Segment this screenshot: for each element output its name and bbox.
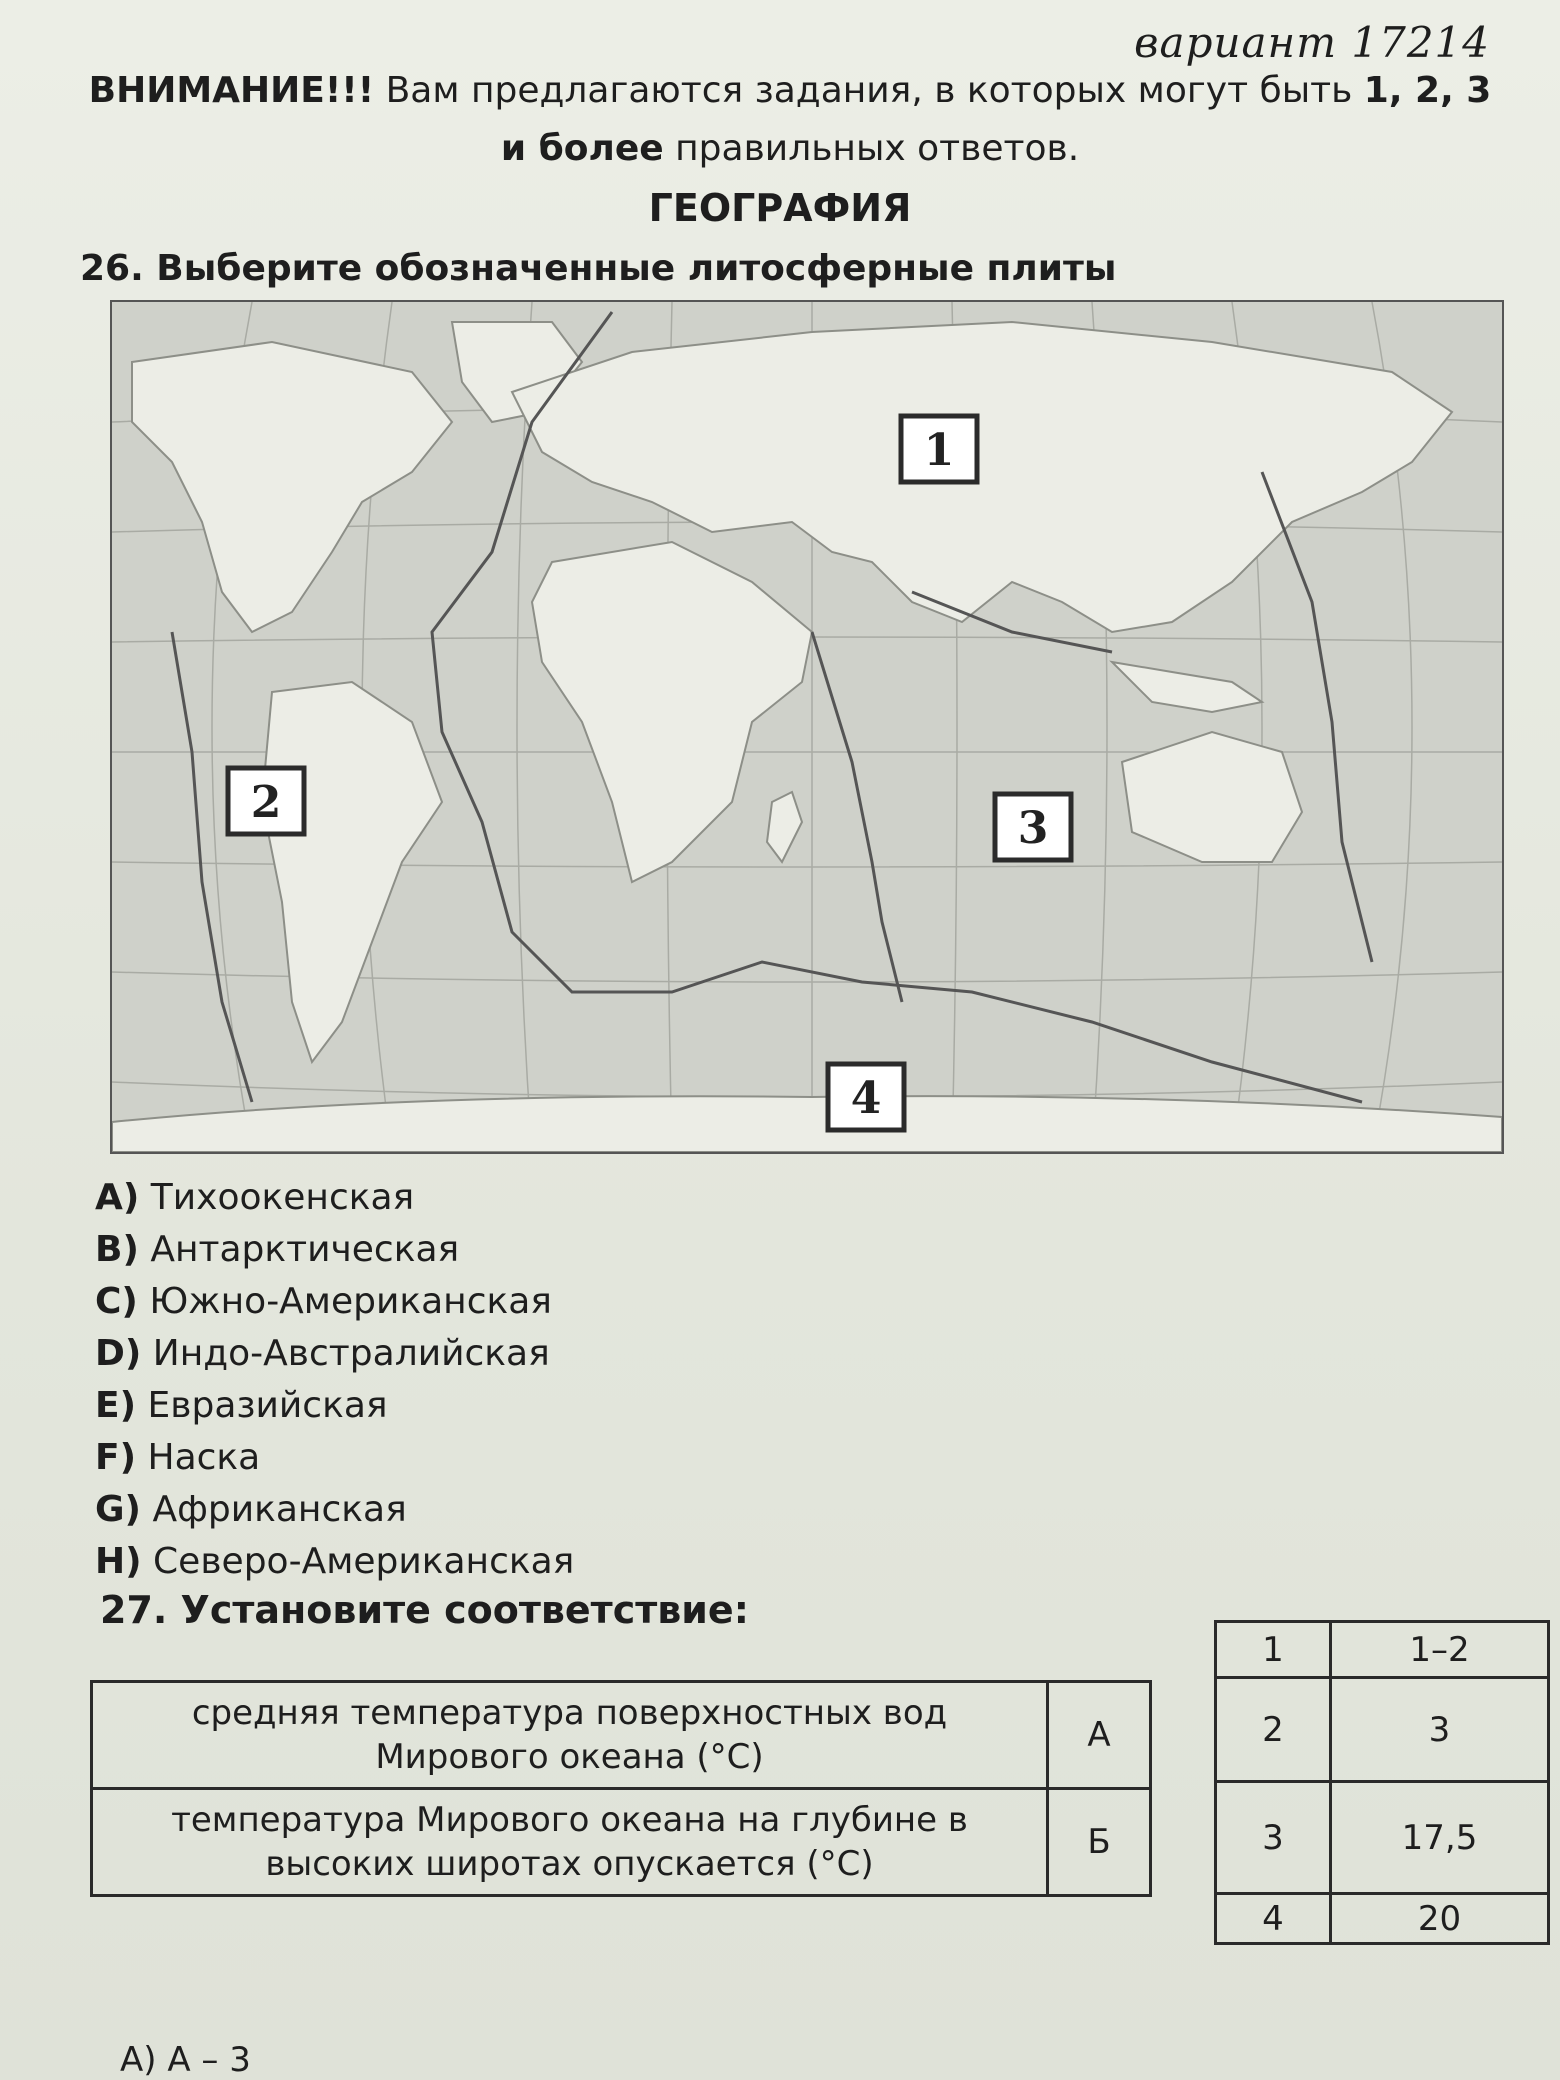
answer-option-e[interactable]: E) Евразийская	[95, 1385, 388, 1426]
svg-text:2: 2	[250, 777, 282, 828]
plate-label-1	[901, 416, 977, 482]
svg-text:3: 3	[1017, 803, 1049, 854]
plate-label-4	[828, 1064, 904, 1130]
answer-option-c[interactable]: C) Южно-Американская	[95, 1281, 552, 1322]
value-number: 3	[1216, 1782, 1331, 1894]
match-key: Б	[1048, 1789, 1151, 1896]
value-number: 1	[1216, 1622, 1331, 1678]
value-cell: 17,5	[1331, 1782, 1549, 1894]
notice-bold-attention: ВНИМАНИЕ!!!	[88, 70, 375, 111]
value-number: 2	[1216, 1678, 1331, 1782]
value-cell: 1–2	[1331, 1622, 1549, 1678]
table-row	[1216, 1678, 1549, 1782]
table-row	[1216, 1782, 1549, 1894]
table-row	[92, 1789, 1151, 1896]
world-map	[110, 300, 1504, 1154]
notice-plain-2: правильных ответов.	[675, 128, 1080, 169]
answer-option-a[interactable]: A) Тихоокенская	[95, 1177, 415, 1218]
match-description: температура Мирового океана на глубине в высоких широтах опускается (°С)	[92, 1789, 1048, 1896]
plate-label-3	[995, 794, 1071, 860]
answer-option-f[interactable]: F) Наска	[95, 1437, 261, 1478]
table-row	[1216, 1894, 1549, 1944]
svg-text:1: 1	[923, 425, 955, 476]
answer-option-h[interactable]: H) Северо-Американская	[95, 1541, 575, 1582]
notice-bold-numbers: 1, 2, 3	[1363, 70, 1492, 111]
answer-option-g[interactable]: G) Африканская	[95, 1489, 407, 1530]
answer-fragment: А) А – 3	[120, 2040, 251, 2080]
svg-text:4: 4	[850, 1073, 882, 1124]
question-26-title: 26. Выберите обозначенные литосферные плиты	[80, 248, 1117, 289]
notice-plain-1: Вам предлагаются задания, в которых могут быть	[385, 70, 1353, 111]
answer-option-d[interactable]: D) Индо-Австралийская	[95, 1333, 550, 1374]
answer-options	[95, 1172, 574, 1588]
match-description: средняя температура поверхностных вод Мирового океана (°С)	[92, 1682, 1048, 1789]
values-table	[1214, 1620, 1550, 1945]
value-cell: 20	[1331, 1894, 1549, 1944]
matching-table	[90, 1680, 1152, 1897]
notice-text	[80, 62, 1500, 178]
subject-title: ГЕОГРАФИЯ	[648, 186, 912, 230]
plate-label-2	[228, 768, 304, 834]
variant-number: вариант 17214	[1134, 18, 1490, 67]
value-cell: 3	[1331, 1678, 1549, 1782]
value-number: 4	[1216, 1894, 1331, 1944]
table-row	[1216, 1622, 1549, 1678]
notice-bold-more: и более	[500, 128, 664, 169]
table-row	[92, 1682, 1151, 1789]
match-key: А	[1048, 1682, 1151, 1789]
question-27-title: 27. Установите соответствие:	[100, 1588, 749, 1632]
answer-option-b[interactable]: B) Антарктическая	[95, 1229, 460, 1270]
